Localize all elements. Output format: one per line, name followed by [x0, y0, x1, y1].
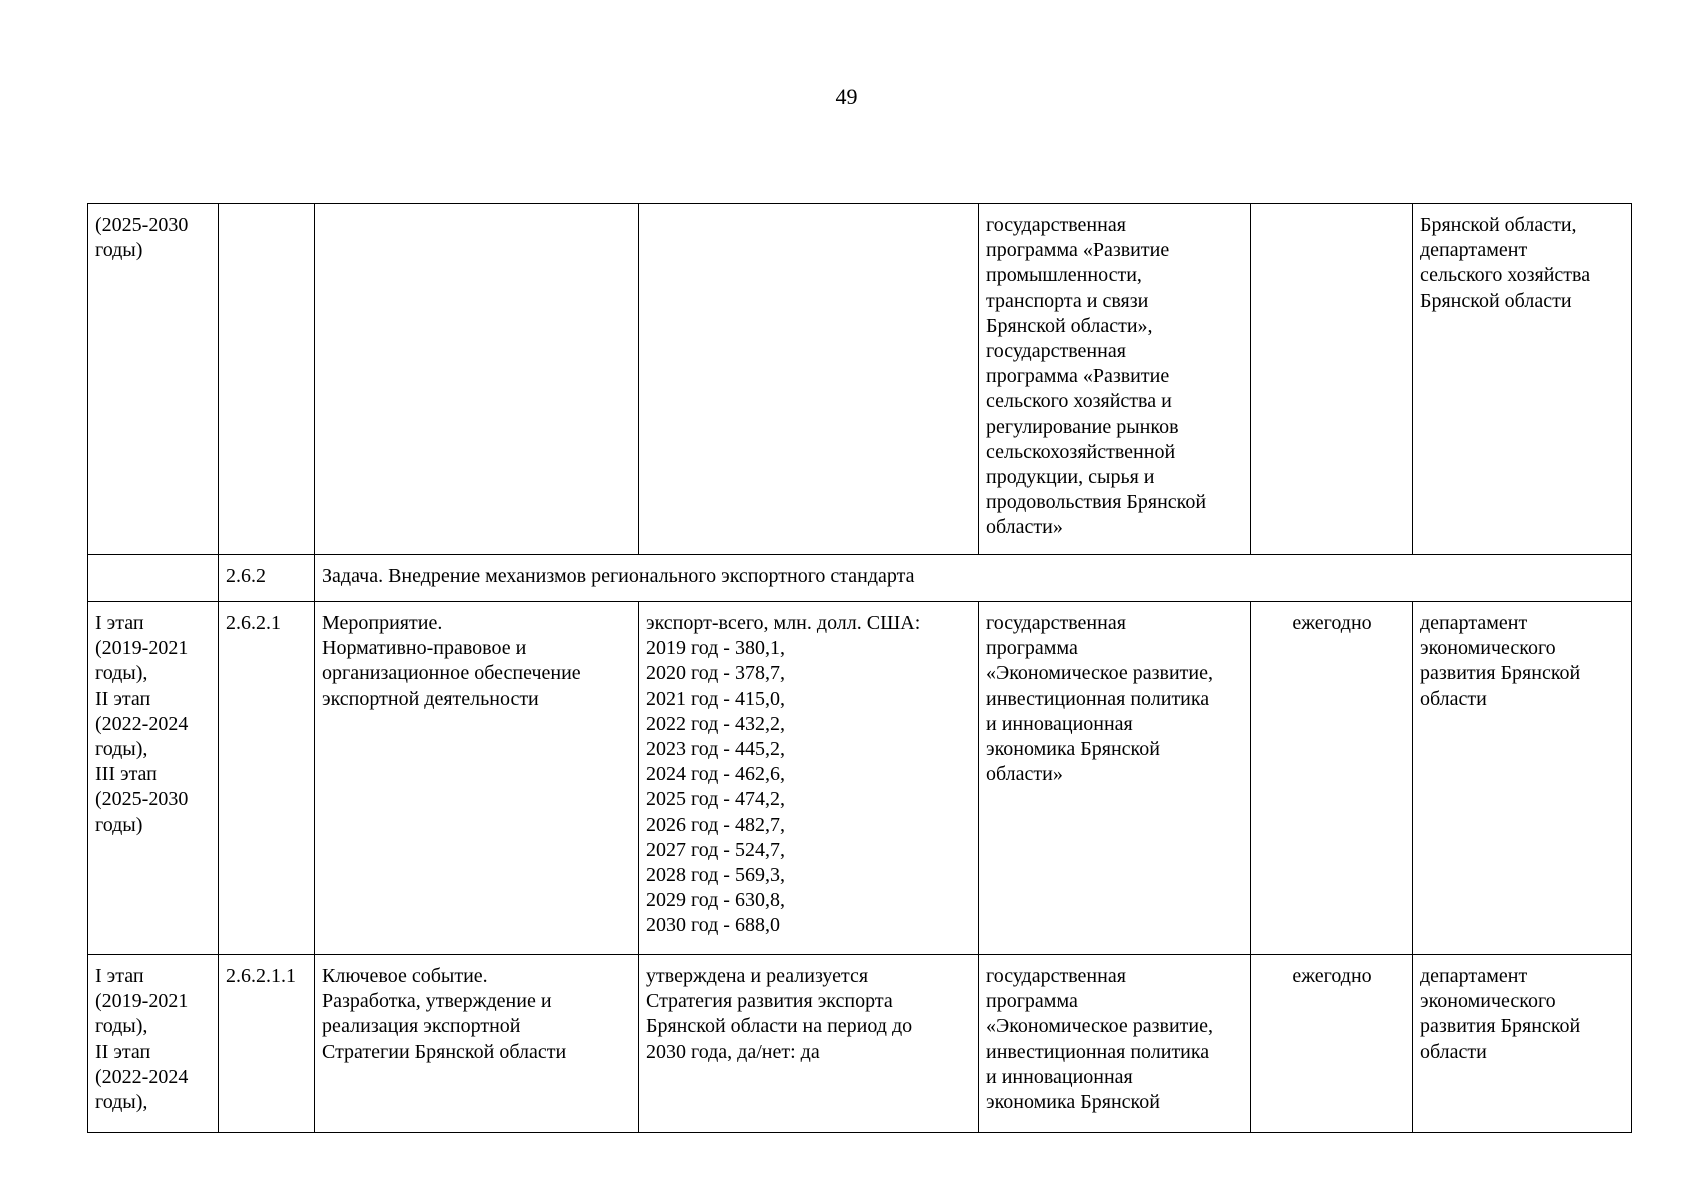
code-cell	[219, 204, 315, 555]
stage-cell: (2025-2030 годы)	[88, 204, 219, 555]
program-cell: государственная программа «Экономическое развитие, инвестиционная политика и инновационная экономика Брянской области»	[979, 602, 1251, 955]
executor-cell: департамент экономического развития Брянской области	[1413, 955, 1632, 1133]
indicator-cell: утверждена и реализуется Стратегия развития экспорта Брянской области на период до 2030 года, да/нет: да	[639, 955, 979, 1133]
page-number: 49	[835, 84, 858, 109]
stage-cell: I этап (2019-2021 годы), II этап (2022-2024 годы),	[88, 955, 219, 1133]
table-row	[88, 955, 1632, 1133]
name-cell: Ключевое событие. Разработка, утверждение и реализация экспортной Стратегии Брянской области	[315, 955, 639, 1133]
stage-cell: I этап (2019-2021 годы), II этап (2022-2024 годы), III этап (2025-2030 годы)	[88, 602, 219, 955]
code-cell: 2.6.2.1.1	[219, 955, 315, 1133]
period-cell: ежегодно	[1251, 602, 1413, 955]
table-row	[88, 602, 1632, 955]
indicator-cell	[639, 204, 979, 555]
task-title-cell: Задача. Внедрение механизмов регионального экспортного стандарта	[315, 555, 1632, 602]
name-cell: Мероприятие. Нормативно-правовое и организационное обеспечение экспортной деятельности	[315, 602, 639, 955]
indicator-cell: экспорт-всего, млн. долл. США: 2019 год - 380,1, 2020 год - 378,7, 2021 год - 415,0, 2022 год - 432,2, 2023 год - 445,2, 2024 год - 462,6, 2025 год - 474,2, 2026 год - 482,7, 2027 год - 524,7, 2028 год - 569,3, 2029 год - 630,8, 2030 год - 688,0	[639, 602, 979, 955]
code-cell: 2.6.2.1	[219, 602, 315, 955]
activity-table	[87, 203, 1632, 1133]
table-row	[88, 204, 1632, 555]
stage-cell	[88, 555, 219, 602]
task-row	[88, 555, 1632, 602]
task-code-cell: 2.6.2	[219, 555, 315, 602]
program-cell: государственная программа «Экономическое развитие, инвестиционная политика и инновационная экономика Брянской	[979, 955, 1251, 1133]
executor-cell: департамент экономического развития Брянской области	[1413, 602, 1632, 955]
period-cell	[1251, 204, 1413, 555]
period-cell: ежегодно	[1251, 955, 1413, 1133]
name-cell	[315, 204, 639, 555]
program-cell: государственная программа «Развитие промышленности, транспорта и связи Брянской области», государственная программа «Развитие сельского хозяйства и регулирование рынков сельскохозяйственной продукции, сырья и продовольствия Брянской области»	[979, 204, 1251, 555]
executor-cell: Брянской области, департамент сельского хозяйства Брянской области	[1413, 204, 1632, 555]
